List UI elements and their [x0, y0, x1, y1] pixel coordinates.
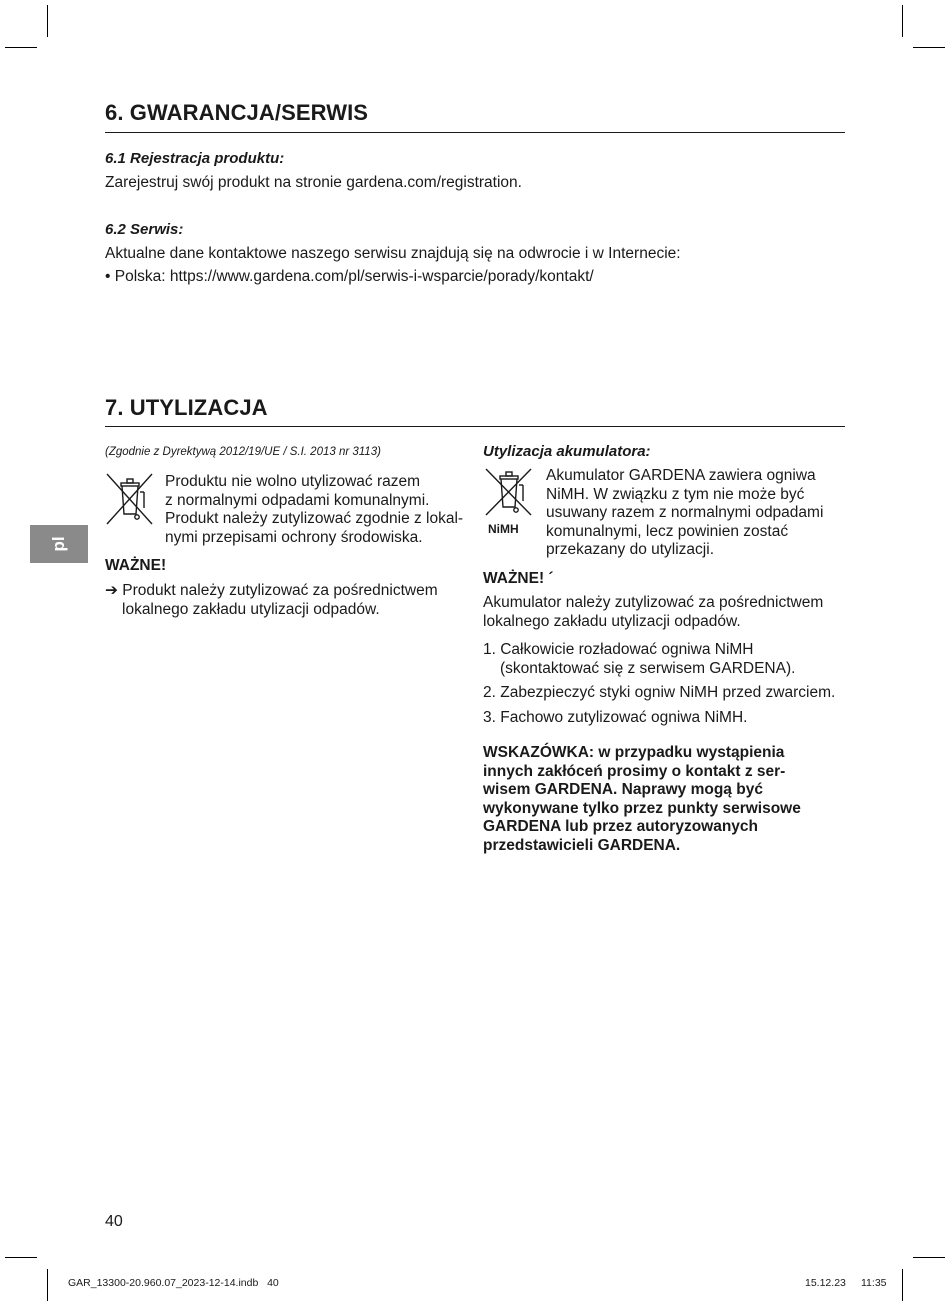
left-disposal-text — [165, 473, 463, 547]
crop-mark — [47, 1269, 48, 1301]
footer-time: 11:35 — [861, 1277, 887, 1289]
footer-date: 15.12.23 — [805, 1277, 846, 1289]
battery-text — [546, 467, 823, 560]
crop-mark — [5, 1257, 37, 1258]
language-tab-label: pl — [49, 536, 68, 552]
crop-mark — [913, 47, 945, 48]
text-line: przedstawicieli GARDENA. — [483, 836, 681, 854]
list-item: (skontaktować się z serwisem GARDENA). — [500, 659, 796, 677]
registration-heading: 6.1 Rejestracja produktu: — [105, 150, 285, 167]
text-line: wykonywane tylko przez punkty serwisowe — [483, 799, 801, 817]
directive-note: (Zgodnie z Dyrektywą 2012/19/UE / S.I. 2013 nr 3113) — [105, 446, 381, 458]
tip-block — [483, 744, 801, 855]
text-line: Produkt należy zutylizować zgodnie z lokal- — [165, 510, 464, 527]
divider — [105, 426, 845, 427]
list-item: 3. Fachowo zutylizować ogniwa NiMH. — [483, 708, 748, 726]
text-line: lokalnego zakładu utylizacji odpadów. — [122, 600, 380, 618]
crop-mark — [5, 47, 37, 48]
text-line: WSKAZÓWKA: w przypadku wystąpienia — [483, 744, 785, 761]
footer-filename: GAR_13300-20.960.07_2023-12-14.indb 40 — [68, 1277, 279, 1289]
text-line: lokalnego zakładu utylizacji odpadów. — [483, 612, 741, 630]
text-line: wisem GARDENA. Naprawy mogą być — [483, 781, 763, 798]
text-line: NiMH. W związku z tym nie może być — [546, 485, 805, 503]
section-7-title: 7. UTYLIZACJA — [105, 395, 268, 420]
crossed-bin-icon — [484, 467, 534, 519]
arrow-instruction — [105, 582, 438, 619]
service-bullet: • Polska: https://www.gardena.com/pl/serwis-i-wsparcie/porady/kontakt/ — [105, 268, 594, 285]
service-text: Aktualne dane kontaktowe naszego serwisu znajdują się na odwrocie i w Internecie: — [105, 245, 681, 262]
service-heading: 6.2 Serwis: — [105, 221, 184, 238]
important-label: WAŻNE! ´ — [483, 570, 554, 587]
text-line: przekazany do utylizacji. — [546, 541, 714, 558]
section-6-title: 6. GWARANCJA/SERWIS — [105, 100, 369, 125]
divider — [105, 132, 845, 133]
text-line: usuwany razem z normalnymi odpadami — [546, 504, 824, 521]
steps-list — [483, 641, 835, 727]
crop-mark — [902, 1269, 903, 1301]
crop-mark — [47, 5, 48, 37]
text-line: Produktu nie wolno utylizować razem — [165, 473, 421, 490]
text-line: GARDENA lub przez autoryzowanych — [483, 818, 759, 835]
text-line: Akumulator należy zutylizować za pośrednictwem — [483, 594, 824, 611]
registration-text: Zarejestruj swój produkt na stronie gardena.com/registration. — [105, 174, 522, 191]
battery-heading: Utylizacja akumulatora: — [483, 443, 651, 460]
list-item: 2. Zabezpieczyć styki ogniw NiMH przed zwarciem. — [483, 684, 836, 701]
text-line: ➔ Produkt należy zutylizować za pośrednictwem — [105, 582, 438, 599]
nimh-label: NiMH — [488, 522, 519, 536]
battery-note — [483, 594, 823, 631]
important-label: WAŻNE! — [105, 557, 167, 574]
language-tab — [30, 525, 88, 563]
crossed-bin-icon — [105, 472, 155, 528]
text-line: komunalnymi, lecz powinien zostać — [546, 522, 789, 540]
crop-mark — [913, 1257, 945, 1258]
text-line: nymi przepisami ochrony środowiska. — [165, 528, 423, 546]
list-item: 1. Całkowicie rozładować ogniwa NiMH — [483, 641, 754, 658]
page-number: 40 — [105, 1213, 123, 1230]
text-line: z normalnymi odpadami komunalnymi. — [165, 491, 430, 509]
text-line: Akumulator GARDENA zawiera ogniwa — [546, 467, 816, 484]
crop-mark — [902, 5, 903, 37]
text-line: innych zakłóceń prosimy o kontakt z ser- — [483, 762, 786, 780]
